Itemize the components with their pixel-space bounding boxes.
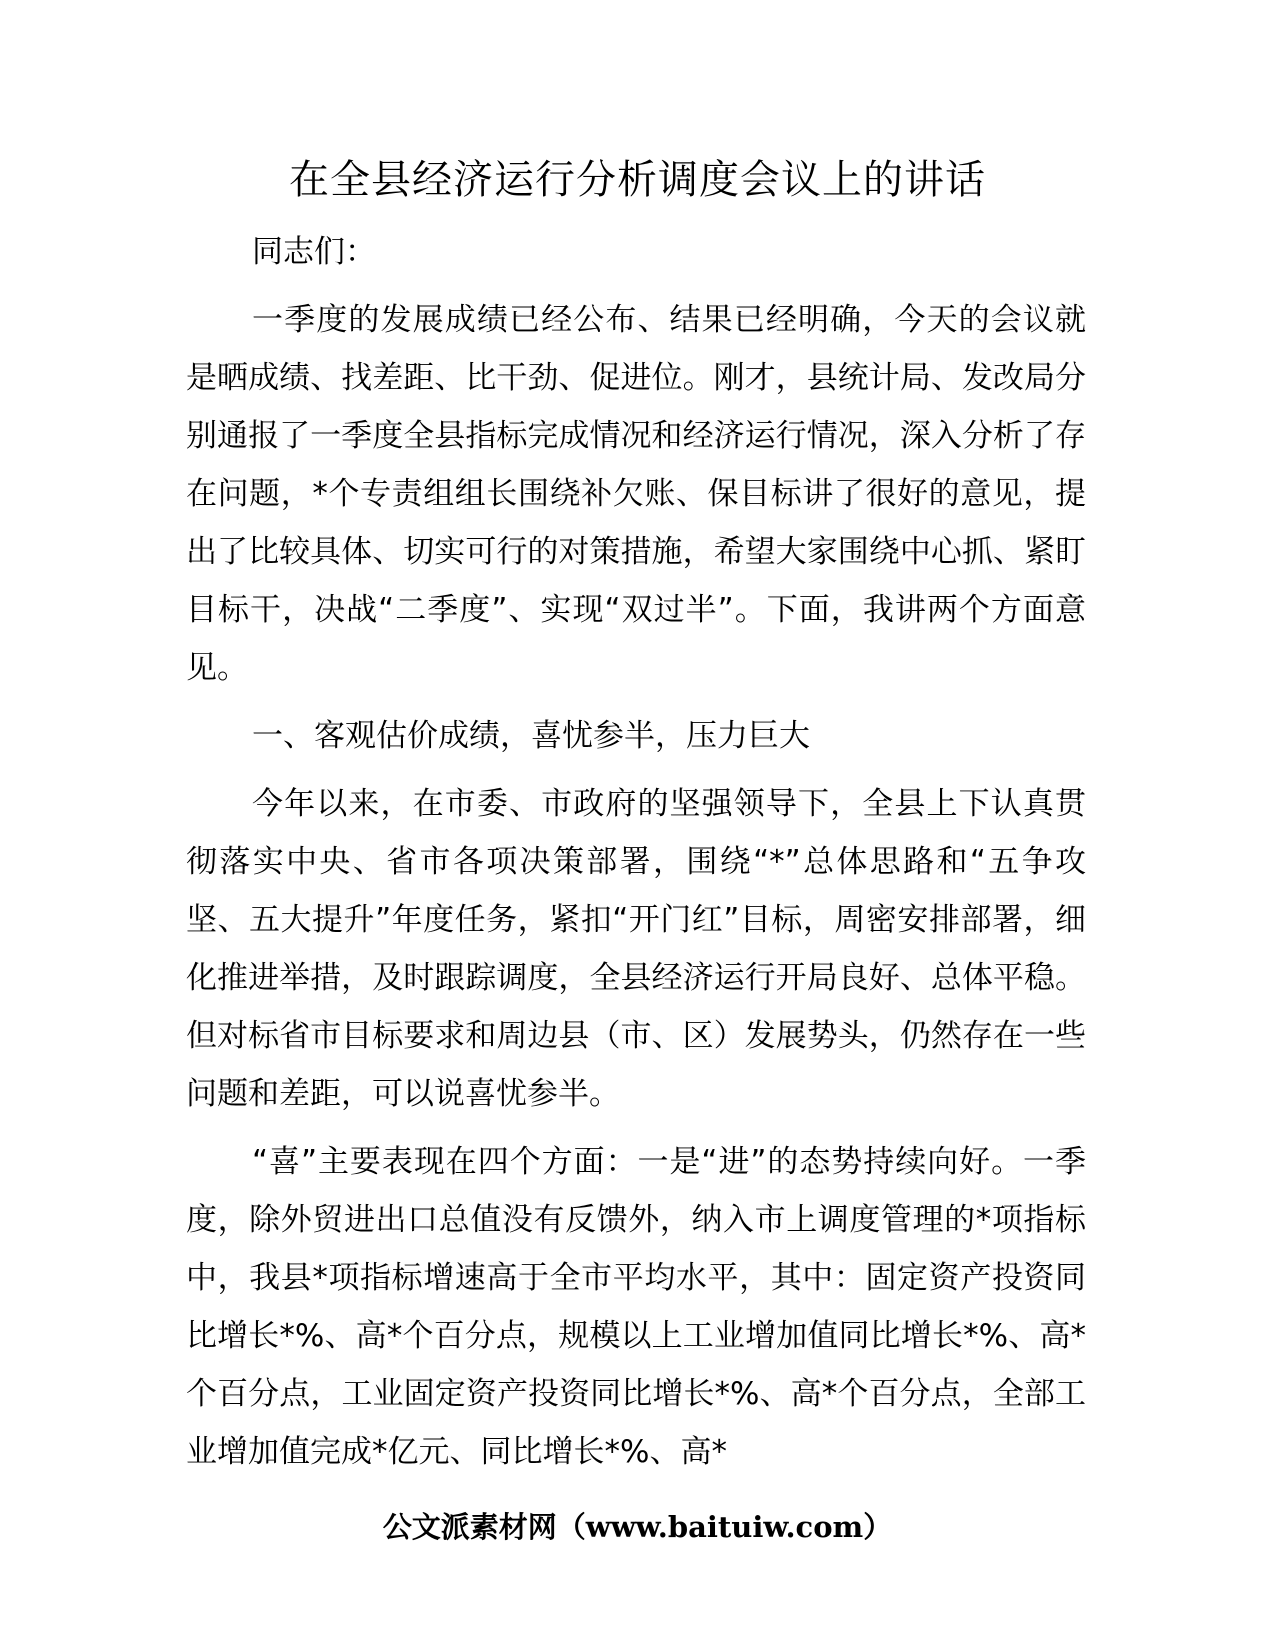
footer-watermark: 公文派素材网（www.baituiw.com） <box>382 1510 893 1544</box>
paragraph-achievements: “喜”主要表现在四个方面：一是“进”的态势持续向好。一季度，除外贸进出口总值没有反馈外，纳入市上调度管理的*项指标中，我县*项指标增速高于全市平均水平，其中：固定资产投资同比增长*%、高*个百分点，规模以上工业增加值同比增长*%、高*个百分点，工业固定资产投资同比增长*%、高*个百分点，全部工业增加值完成*亿元、同比增长*%、高* <box>186 1144 1086 1470</box>
document-title: 在全县经济运行分析调度会议上的讲话 <box>289 157 986 203</box>
paragraph-intro: 一季度的发展成绩已经公布、结果已经明确，今天的会议就是晒成绩、找差距、比干劲、促进位。刚才，县统计局、发改局分别通报了一季度全县指标完成情况和经济运行情况，深入分析了存在问题，*个专责组组长围绕补欠账、保目标讲了很好的意见，提出了比较具体、切实可行的对策措施，希望大家围绕中心抓、紧盯目标干，决战“二季度”、实现“双过半”。下面，我讲两个方面意见。 <box>186 302 1086 686</box>
salutation: 同志们： <box>252 234 376 270</box>
paragraph-overview: 今年以来，在市委、市政府的坚强领导下，全县上下认真贯彻落实中央、省市各项决策部署，围绕“*”总体思路和“五争攻坚、五大提升”年度任务，紧扣“开门红”目标，周密安排部署，细化推进举措，及时跟踪调度，全县经济运行开局良好、总体平稳。但对标省市目标要求和周边县（市、区）发展势头，仍然存在一些问题和差距，可以说喜忧参半。 <box>186 786 1086 1112</box>
section-heading-1: 一、客观估价成绩，喜忧参半，压力巨大 <box>252 718 810 754</box>
document-body <box>186 223 1086 1491</box>
